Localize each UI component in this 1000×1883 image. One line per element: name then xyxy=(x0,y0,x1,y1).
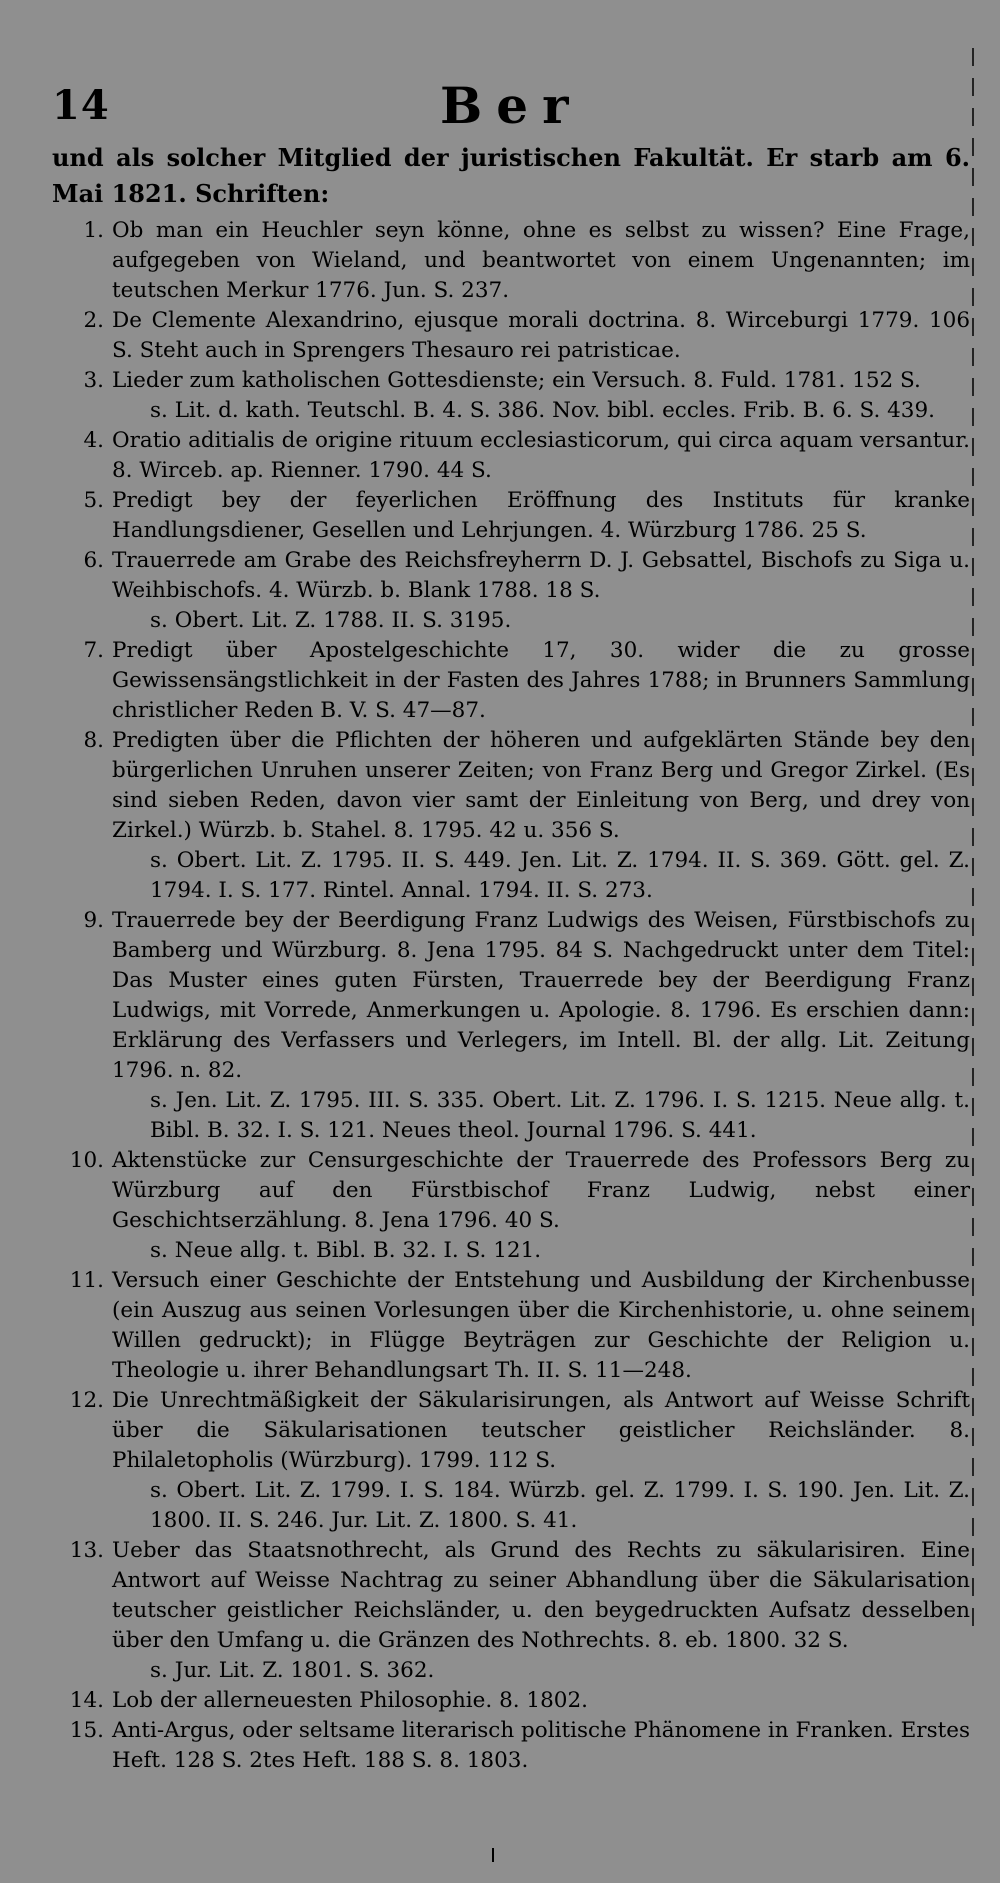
entry-number: 5. xyxy=(83,488,104,513)
entry-text: Aktenstücke zur Censurgeschichte der Trauerrede des Professors Berg zu Würzburg auf den Fürstbischof Franz Ludwig, nebst einer Geschichtserzählung. 8. Jena 1796. 40 S. xyxy=(112,1148,970,1233)
entry-text: Versuch einer Geschichte der Entstehung und Ausbildung der Kirchenbusse (ein Auszug aus seinen Vorlesungen über die Kirchenhistorie, u. ohne seinem Willen gedruckt); in Flügge Beyträgen zur Geschichte der Religion u. Theologie u. ihrer Behandlungsart Th. II. S. 11—248. xyxy=(112,1268,970,1383)
bibliography-entry xyxy=(52,366,970,426)
running-head: Ber xyxy=(440,76,583,135)
review-reference: s. Obert. Lit. Z. 1795. II. S. 449. Jen. Lit. Z. 1794. II. S. 369. Gött. gel. Z. 1794. I. S. 177. Rintel. Annal. 1794. II. S. 273. xyxy=(150,848,970,903)
entry-number: 13. xyxy=(69,1538,104,1563)
entry-number: 8. xyxy=(83,728,104,753)
entry-text: Ob man ein Heuchler seyn könne, ohne es selbst zu wissen? Eine Frage, aufgegeben von Wieland, und beantwortet von einem Ungenannten; im teutschen Merkur 1776. Jun. S. 237. xyxy=(112,218,970,303)
entry-text: Anti-Argus, oder seltsame literarisch politische Phänomene in Franken. Erstes Heft. 128 S. 2tes Heft. 188 S. 8. 1803. xyxy=(112,1718,970,1773)
entry-number: 12. xyxy=(69,1388,104,1413)
entry-number: 4. xyxy=(83,428,104,453)
review-reference: s. Neue allg. t. Bibl. B. 32. I. S. 121. xyxy=(150,1238,542,1263)
intro-paragraph: und als solcher Mitglied der juristischen Fakultät. Er starb am 6. Mai 1821. Schriften: xyxy=(52,143,970,208)
bibliography-entry xyxy=(52,426,970,486)
bibliography-entry xyxy=(52,306,970,366)
entry-number: 15. xyxy=(69,1718,104,1743)
entry-text: Oratio aditialis de origine rituum ecclesiasticorum, qui circa aquam versantur. 8. Wirceb. ap. Rienner. 1790. 44 S. xyxy=(112,428,970,483)
entry-number: 2. xyxy=(83,308,104,333)
entry-text: De Clemente Alexandrino, ejusque morali doctrina. 8. Wirceburgi 1779. 106 S. Steht auch in Sprengers Thesauro rei patristicae. xyxy=(112,308,970,363)
review-reference: s. Obert. Lit. Z. 1799. I. S. 184. Würzb. gel. Z. 1799. I. S. 190. Jen. Lit. Z. 1800. II. S. 246. Jur. Lit. Z. 1800. S. 41. xyxy=(150,1478,970,1533)
entry-number: 14. xyxy=(69,1688,104,1713)
bibliography-entry xyxy=(52,1686,970,1716)
entry-text: Die Unrechtmäßigkeit der Säkularisirungen, als Antwort auf Weisse Schrift über die Säkularisationen teutscher geistlicher Reichsländer. 8. Philaletopholis (Würzburg). 1799. 112 S. xyxy=(112,1388,970,1473)
entry-number: 7. xyxy=(83,638,104,663)
entry-text: Lob der allerneuesten Philosophie. 8. 1802. xyxy=(112,1688,588,1713)
bibliography-entry xyxy=(52,726,970,906)
bibliography-entry xyxy=(52,906,970,1146)
bibliography-entry xyxy=(52,1386,970,1536)
entry-text: Predigt über Apostelgeschichte 17, 30. wider die zu grosse Gewissensängstlichkeit in der Fasten des Jahres 1788; in Brunners Sammlung christlicher Reden B. V. S. 47—87. xyxy=(112,638,970,723)
entry-number: 11. xyxy=(69,1268,104,1293)
entry-text: Predigten über die Pflichten der höheren und aufgeklärten Stände bey den bürgerlichen Unruhen unserer Zeiten; von Franz Berg und Gregor Zirkel. (Es sind sieben Reden, davon vier samt der Einleitung von Berg, und drey von Zirkel.) Würzb. b. Stahel. 8. 1795. 42 u. 356 S. xyxy=(112,728,970,843)
works-list xyxy=(52,216,970,1776)
bibliography-entry xyxy=(52,216,970,306)
entry-text: Predigt bey der feyerlichen Eröffnung des Instituts für kranke Handlungsdiener, Gesellen und Lehrjungen. 4. Würzburg 1786. 25 S. xyxy=(112,488,970,543)
page-bottom-mark xyxy=(492,1848,494,1862)
entry-number: 10. xyxy=(69,1148,104,1173)
review-reference: s. Jur. Lit. Z. 1801. S. 362. xyxy=(150,1658,435,1683)
entry-text: Lieder zum katholischen Gottesdienste; ein Versuch. 8. Fuld. 1781. 152 S. xyxy=(112,368,921,393)
bibliography-entry xyxy=(52,486,970,546)
bibliography-entry xyxy=(52,636,970,726)
entry-number: 3. xyxy=(83,368,104,393)
page-number: 14 xyxy=(52,82,110,129)
entry-text: Trauerrede bey der Beerdigung Franz Ludwigs des Weisen, Fürstbischofs zu Bamberg und Würzburg. 8. Jena 1795. 84 S. Nachgedruckt unter dem Titel: Das Muster eines guten Fürsten, Trauerrede bey der Beerdigung Franz Ludwigs, mit Vorrede, Anmerkungen u. Apologie. 8. 1796. Es erschien dann: Erklärung des Verfassers und Verlegers, im Intell. Bl. der allg. Lit. Zeitung 1796. n. 82. xyxy=(112,908,970,1083)
bibliography-entry xyxy=(52,1266,970,1386)
entry-number: 6. xyxy=(83,548,104,573)
entry-text: Ueber das Staatsnothrecht, als Grund des Rechts zu säkularisiren. Eine Antwort auf Weisse Nachtrag zu seiner Abhandlung über die Säkularisation teutscher geistlicher Reichsländer, u. den beygedruckten Aufsatz desselben über den Umfang u. die Gränzen des Nothrechts. 8. eb. 1800. 32 S. xyxy=(112,1538,970,1653)
review-reference: s. Lit. d. kath. Teutschl. B. 4. S. 386. Nov. bibl. eccles. Frib. B. 6. S. 439. xyxy=(150,398,935,423)
entry-number: 9. xyxy=(83,908,104,933)
entry-number: 1. xyxy=(83,218,104,243)
entry-text: Trauerrede am Grabe des Reichsfreyherrn D. J. Gebsattel, Bischofs zu Siga u. Weihbischofs. 4. Würzb. b. Blank 1788. 18 S. xyxy=(112,548,970,603)
review-reference: s. Jen. Lit. Z. 1795. III. S. 335. Obert. Lit. Z. 1796. I. S. 1215. Neue allg. t. Bibl. B. 32. I. S. 121. Neues theol. Journal 1796. S. 441. xyxy=(150,1088,970,1143)
bibliography-entry xyxy=(52,1146,970,1266)
bibliography-entry xyxy=(52,1536,970,1686)
page-body xyxy=(52,140,970,1776)
review-reference: s. Obert. Lit. Z. 1788. II. S. 3195. xyxy=(150,608,512,633)
bibliography-entry xyxy=(52,1716,970,1776)
bibliography-entry xyxy=(52,546,970,636)
page-edge-mark xyxy=(972,48,974,1628)
